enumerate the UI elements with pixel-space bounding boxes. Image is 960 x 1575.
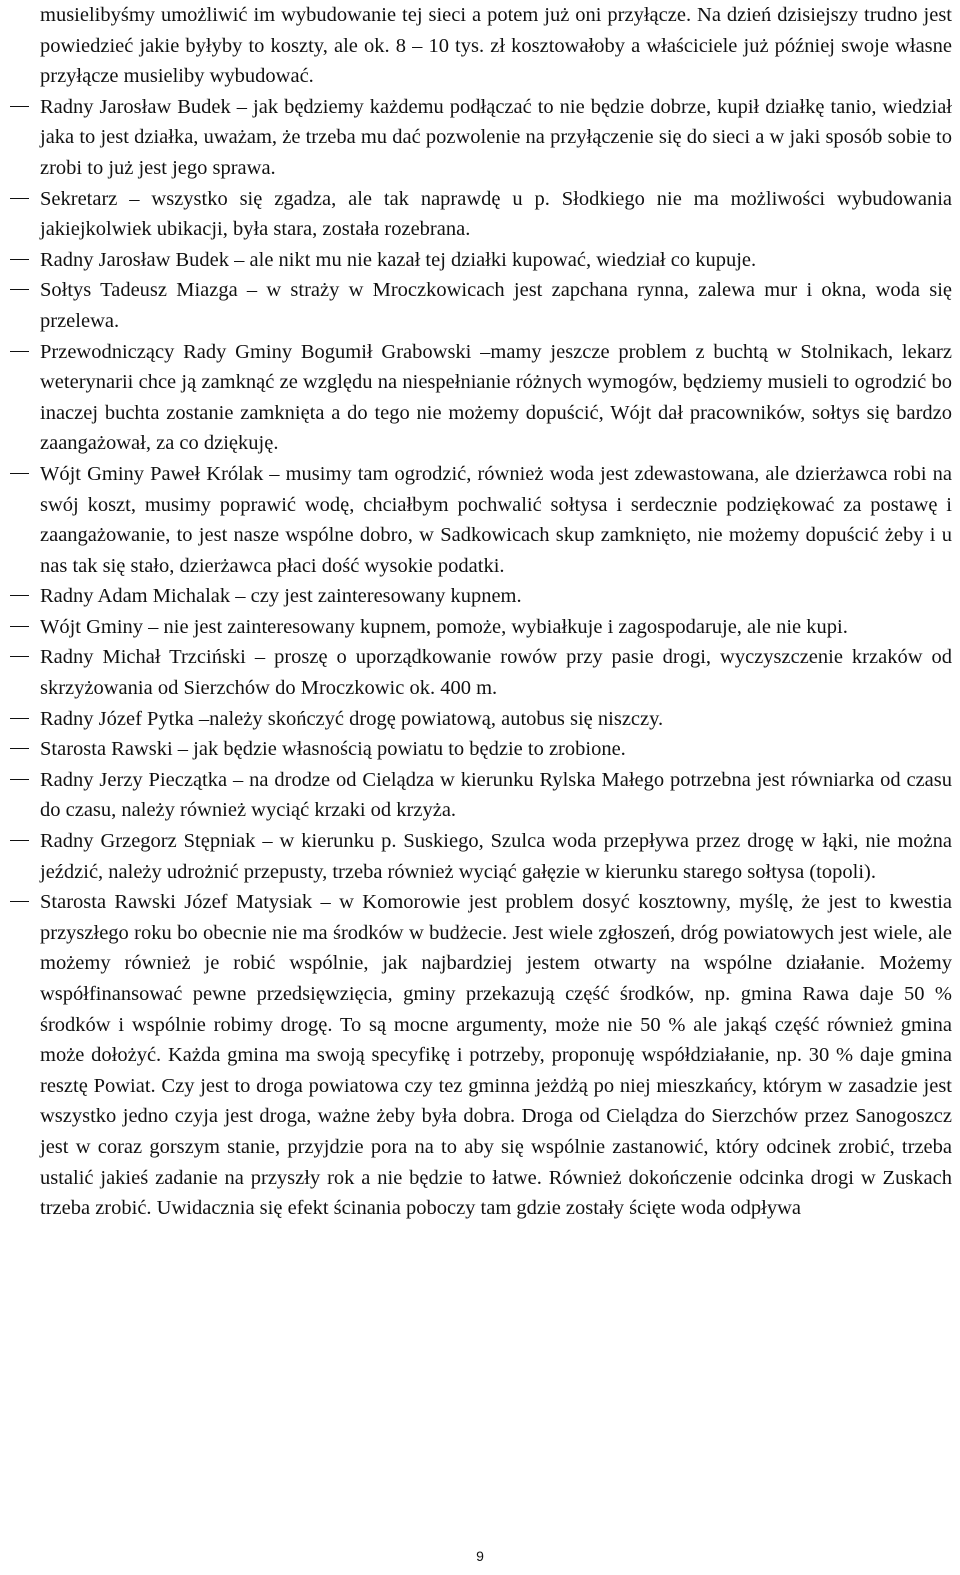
dash-bullet-icon [10,106,29,107]
list-item [40,581,952,612]
statement-text: Starosta Rawski – jak będzie własnością powiatu to będzie to zrobione. [40,738,626,761]
lead-paragraph: musielibyśmy umożliwić im wybudowanie tej sieci a potem już oni przyłącze. Na dzień dzisiejszy trudno jest powiedzieć jakie byłyby to koszty, ale ok. 8 – 10 tys. zł kosztowałoby a właściciele już później swoje własne przyłącze musieliby wybudować. [40,4,952,88]
dash-bullet-icon [10,198,29,199]
list-item [40,245,952,276]
list-item [40,612,952,643]
dash-bullet-icon [10,748,29,749]
statement-text: Sekretarz – wszystko się zgadza, ale tak naprawdę u p. Słodkiego nie ma możliwości wybudowania jakiejkolwiek ubikacji, była stara, została rozebrana. [40,187,952,241]
dash-bullet-icon [10,626,29,627]
dash-bullet-icon [10,656,29,657]
statement-text: Radny Jarosław Budek – ale nikt mu nie kazał tej działki kupować, wiedział co kupuje. [40,248,757,271]
statement-text: Radny Adam Michalak – czy jest zainteresowany kupnem. [40,585,522,608]
list-item [40,887,952,1224]
statement-text: Sołtys Tadeusz Miazga – w straży w Mroczkowicach jest zapchana rynna, zalewa mur i okna, woda się przelewa. [40,279,952,332]
statement-text: Radny Grzegorz Stępniak – w kierunku p. Suskiego, Szulca woda przepływa przez drogę w łąki, nie można jeździć, należy udrożnić przepusty, trzeba również wyciąć gałęzie w kierunku starego sołtysa (topoli). [40,830,952,883]
statement-text: Radny Jerzy Pieczątka – na drodze od Cielądza w kierunku Rylska Małego potrzebna jest równiarka od czasu do czasu, należy również wyciąć krzaki od krzyża. [40,768,952,822]
list-item [40,642,952,703]
dash-bullet-icon [10,351,29,352]
page-number: 9 [476,1548,484,1564]
dash-bullet-icon [10,901,29,902]
dash-bullet-icon [10,840,29,841]
statement-list [40,92,952,1224]
list-item [40,184,952,245]
statement-text: Starosta Rawski Józef Matysiak – w Komorowie jest problem dosyć kosztowny, myślę, że jest to kwestia przyszłego roku bo obecnie nie ma środków w budżecie. Jest wiele zgłoszeń, dróg powiatowych jest wiele, ale możemy również je robić wspólnie, jak najbardziej jestem otwarty na wspólne działanie. Możemy współfinansować pewne przedsięwzięcia, gminy przekazują część środków, np. gmina Rawa daje 50 % środków i wspólnie robimy drogę. To są mocne argumenty, może nie 50 % ale jakąś część również gmina może dołożyć. Każda gmina ma swoją specyfikę i potrzeby, proponuję współdziałanie, np. 30 % daje gmina resztę Powiat. Czy jest to droga powiatowa czy tez gminna jeżdżą po niej mieszkańcy, którym w zasadzie jest wszystko jedno czyja jest droga, ważne żeby była dobra. Droga od Cielądza do Sierzchów przez Sanogoszcz jest w coraz gorszym stanie, przyjdzie pora na to aby się wspólnie zastanowić, który odcinek zrobić, trzeba ustalić jakieś zadanie na przyszły rok a nie będzie to łatwe. Również dokończenie odcinka drogi w Zuskach trzeba zrobić. Uwidacznia się efekt ścinania poboczy tam gdzie zostały ścięte woda odpływa [40,891,952,1220]
statement-text: Wójt Gminy – nie jest zainteresowany kupnem, pomoże, wybiałkuje i zagospodaruje, ale nie kupi. [40,615,848,638]
list-item [40,275,952,336]
dash-bullet-icon [10,473,29,474]
list-item [40,92,952,184]
statement-text: Przewodniczący Rady Gminy Bogumił Grabowski –mamy jeszcze problem z buchtą w Stolnikach, lekarz weterynarii chce ją zamknąć ze względu na niespełnianie różnych wymogów, będziemy musieli to ogrodzić bo inaczej buchta zostanie zamknięta a do tego nie możemy dopuścić, Wójt dał pracowników, sołtys się bardzo zaangażował, za co dziękuję. [40,340,952,455]
statement-text: Wójt Gminy Paweł Królak – musimy tam ogrodzić, również woda jest zdewastowana, ale dzierżawca robi na swój koszt, musimy poprawić wodę, chciałbym pochwalić sołtysa i serdecznie podziękować za postawę i zaangażowanie, to jest nasze wspólne dobro, w Sadkowicach skup zamknięto, nie możemy dopuścić żeby i u nas tak się stało, dzierżawca płaci dość wysokie podatki. [40,462,952,577]
list-item [40,765,952,826]
list-item [40,459,952,581]
dash-bullet-icon [10,718,29,719]
statement-text: Radny Jarosław Budek – jak będziemy każdemu podłączać to nie będzie dobrze, kupił działkę tanio, wiedział jaka to jest działka, uważam, że trzeba mu dać pozwolenie na przyłączenie się do sieci a w jaki sposób sobie to zrobi to już jest jego sprawa. [40,95,952,179]
document-page [40,0,952,1224]
dash-bullet-icon [10,779,29,780]
list-item [40,734,952,765]
list-item [40,826,952,887]
statement-text: Radny Michał Trzciński – proszę o uporządkowanie rowów przy pasie drogi, wyczyszczenie krzaków od skrzyżowania od Sierzchów do Mroczkowic ok. 400 m. [40,646,952,700]
dash-bullet-icon [10,289,29,290]
list-item [40,337,952,459]
list-item [40,704,952,735]
dash-bullet-icon [10,595,29,596]
dash-bullet-icon [10,259,29,260]
statement-text: Radny Józef Pytka –należy skończyć drogę powiatową, autobus się niszczy. [40,707,664,730]
